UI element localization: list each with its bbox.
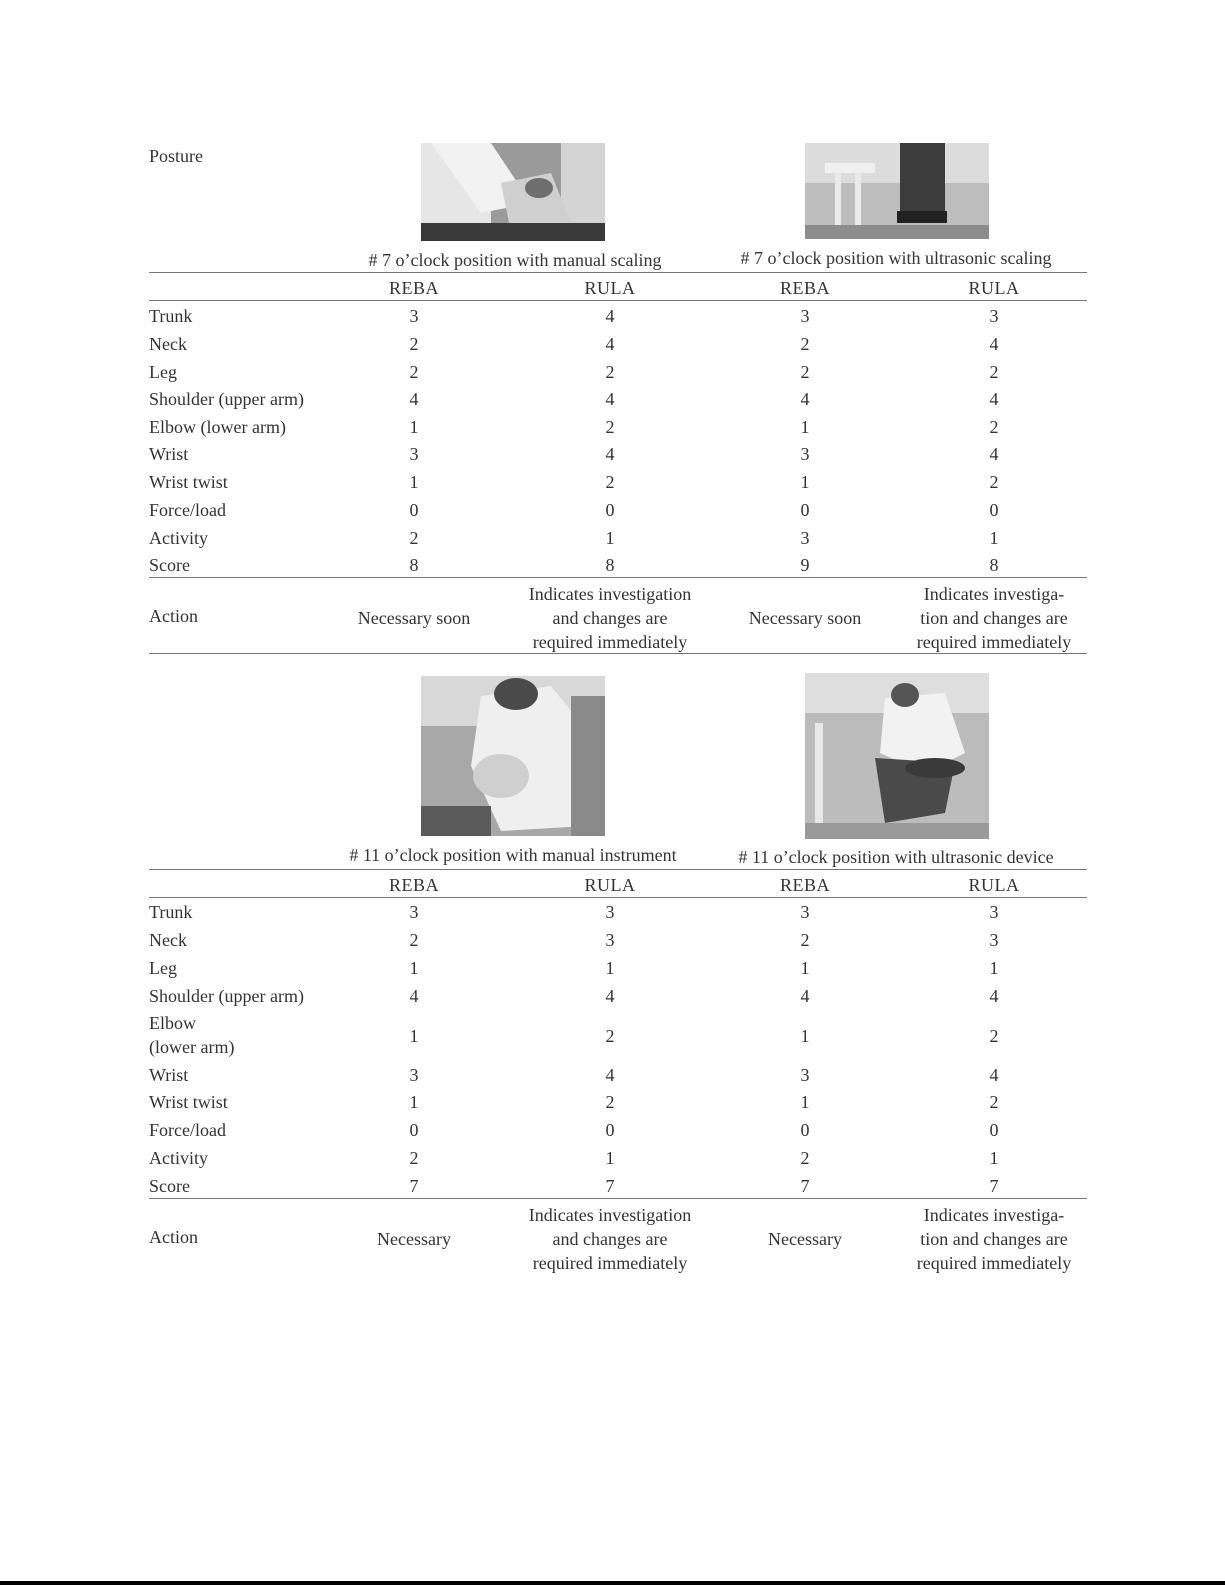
cell: 4: [989, 389, 999, 409]
cell: 1: [409, 472, 419, 492]
cell: 3: [409, 902, 419, 922]
cell: 9: [800, 555, 810, 575]
cell: 2: [409, 1148, 419, 1168]
action-text: required immediately: [532, 1253, 688, 1273]
section-bottom-rule: [149, 653, 1087, 654]
cell: 2: [989, 362, 999, 382]
cell: 3: [409, 306, 419, 326]
cell: 1: [605, 528, 615, 548]
action-text: Indicates investigation: [528, 584, 692, 604]
caption-manual-scaling: # 7 o’clock position with manual scaling: [368, 250, 662, 270]
cell: 2: [800, 362, 810, 382]
row-label: Wrist twist: [149, 1092, 228, 1112]
row-label: Leg: [149, 362, 177, 382]
cell: 0: [800, 1120, 810, 1140]
cell: 1: [800, 417, 810, 437]
row-label: Leg: [149, 958, 177, 978]
photo-ultrasonic-device-11oclock: [805, 673, 989, 839]
cell: 3: [800, 528, 810, 548]
cell: 3: [605, 902, 615, 922]
action-text: tion and changes are: [920, 1229, 1068, 1249]
action-text: required immediately: [916, 1253, 1072, 1273]
cell: 2: [605, 417, 615, 437]
cell: 1: [800, 958, 810, 978]
cell: 0: [989, 500, 999, 520]
cell: 1: [409, 417, 419, 437]
caption-manual-instrument: # 11 o’clock position with manual instrument: [349, 845, 677, 865]
cell: 0: [605, 1120, 615, 1140]
cell: 3: [409, 1065, 419, 1085]
row-label: Wrist: [149, 444, 189, 464]
cell: 4: [605, 444, 615, 464]
action-text: and changes are: [552, 608, 668, 628]
cell: 4: [605, 389, 615, 409]
action-text: required immediately: [532, 632, 688, 652]
cell: 1: [800, 1092, 810, 1112]
row-label: Force/load: [149, 500, 226, 520]
cell: 2: [800, 930, 810, 950]
cell: 0: [409, 500, 419, 520]
cell: 4: [605, 306, 615, 326]
cell: 1: [800, 472, 810, 492]
cell: 0: [409, 1120, 419, 1140]
posture-label: Posture: [149, 146, 203, 166]
cell: 2: [605, 472, 615, 492]
row-label: Neck: [149, 334, 187, 354]
action-text: required immediately: [916, 632, 1072, 652]
cell: 1: [605, 1148, 615, 1168]
row-label: Score: [149, 555, 190, 575]
row-label: Trunk: [149, 902, 193, 922]
cell: 2: [409, 334, 419, 354]
action-text: tion and changes are: [920, 608, 1068, 628]
header-rule: [149, 897, 1087, 898]
action-cell: [710, 606, 900, 630]
cell: 4: [800, 986, 810, 1006]
cell: 4: [800, 389, 810, 409]
cell: 1: [409, 958, 419, 978]
cell: 3: [800, 444, 810, 464]
cell: 2: [800, 334, 810, 354]
header-reba: REBA: [779, 278, 830, 298]
action-cell: [899, 582, 1089, 654]
photo-manual-scaling-7oclock: [421, 143, 605, 241]
cell: 3: [800, 902, 810, 922]
cell: 3: [409, 444, 419, 464]
action-text: Necessary soon: [748, 608, 862, 628]
cell: 2: [605, 1026, 615, 1046]
row-label: Shoulder (upper arm): [149, 986, 304, 1006]
cell: 3: [800, 1065, 810, 1085]
table-top-rule: [149, 869, 1087, 870]
cell: 4: [989, 1065, 999, 1085]
cell: 3: [605, 930, 615, 950]
action-cell: [319, 1227, 509, 1251]
header-reba: REBA: [388, 875, 439, 895]
row-label: Activity: [149, 1148, 208, 1168]
row-label: Action: [149, 1227, 198, 1247]
header-rula: RULA: [968, 278, 1020, 298]
cell: 2: [989, 1092, 999, 1112]
header-reba: REBA: [779, 875, 830, 895]
cell: 0: [989, 1120, 999, 1140]
cell: 4: [409, 389, 419, 409]
row-label: Action: [149, 606, 198, 626]
photo-manual-instrument-11oclock: [421, 676, 605, 836]
cell: 1: [409, 1092, 419, 1112]
row-label: Elbow (lower arm): [149, 417, 286, 437]
action-text: Indicates investiga-: [923, 584, 1065, 604]
cell: 2: [605, 1092, 615, 1112]
cell: 4: [605, 334, 615, 354]
cell: 3: [989, 306, 999, 326]
cell: 1: [605, 958, 615, 978]
cell: 2: [989, 1026, 999, 1046]
cell: 7: [605, 1176, 615, 1196]
cell: 4: [989, 334, 999, 354]
row-label: Wrist: [149, 1065, 189, 1085]
photo-ultrasonic-scaling-7oclock: [805, 143, 989, 239]
action-cell: [515, 1203, 705, 1275]
header-rula: RULA: [968, 875, 1020, 895]
row-label: Shoulder (upper arm): [149, 389, 304, 409]
cell: 1: [989, 1148, 999, 1168]
page-bottom-edge: [0, 1581, 1225, 1585]
score-rule: [149, 1198, 1087, 1199]
cell: 2: [989, 472, 999, 492]
cell: 0: [800, 500, 810, 520]
action-cell: [899, 1203, 1089, 1275]
row-label: Elbow: [149, 1013, 196, 1033]
cell: 2: [989, 417, 999, 437]
cell: 7: [800, 1176, 810, 1196]
score-rule: [149, 577, 1087, 578]
action-cell: [710, 1227, 900, 1251]
action-cell: [515, 582, 705, 654]
row-label-continued: (lower arm): [149, 1037, 235, 1057]
row-label: Wrist twist: [149, 472, 228, 492]
cell: 1: [409, 1026, 419, 1046]
row-label: Trunk: [149, 306, 193, 326]
header-rule: [149, 300, 1087, 301]
action-text: Indicates investiga-: [923, 1205, 1065, 1225]
cell: 7: [409, 1176, 419, 1196]
header-rula: RULA: [584, 875, 636, 895]
cell: 1: [800, 1026, 810, 1046]
cell: 8: [989, 555, 999, 575]
cell: 3: [989, 902, 999, 922]
action-cell: [319, 606, 509, 630]
cell: 0: [605, 500, 615, 520]
cell: 4: [989, 444, 999, 464]
caption-ultrasonic-device: # 11 o’clock position with ultrasonic device: [738, 847, 1054, 867]
cell: 7: [989, 1176, 999, 1196]
caption-ultrasonic-scaling: # 7 o’clock position with ultrasonic scaling: [740, 248, 1052, 268]
cell: 1: [989, 958, 999, 978]
row-label: Force/load: [149, 1120, 226, 1140]
row-label: Activity: [149, 528, 208, 548]
header-rula: RULA: [584, 278, 636, 298]
row-label: Score: [149, 1176, 190, 1196]
cell: 3: [989, 930, 999, 950]
cell: 2: [800, 1148, 810, 1168]
cell: 4: [605, 986, 615, 1006]
header-reba: REBA: [388, 278, 439, 298]
action-text: and changes are: [552, 1229, 668, 1249]
cell: 4: [409, 986, 419, 1006]
cell: 1: [989, 528, 999, 548]
cell: 8: [409, 555, 419, 575]
table-top-rule: [149, 272, 1087, 273]
cell: 2: [409, 362, 419, 382]
action-text: Necessary soon: [357, 608, 471, 628]
cell: 4: [989, 986, 999, 1006]
cell: 2: [409, 528, 419, 548]
cell: 2: [409, 930, 419, 950]
row-label: Neck: [149, 930, 187, 950]
cell: 8: [605, 555, 615, 575]
action-text: Indicates investigation: [528, 1205, 692, 1225]
cell: 3: [800, 306, 810, 326]
action-text: Necessary: [377, 1229, 451, 1249]
action-text: Necessary: [768, 1229, 842, 1249]
cell: 4: [605, 1065, 615, 1085]
cell: 2: [605, 362, 615, 382]
